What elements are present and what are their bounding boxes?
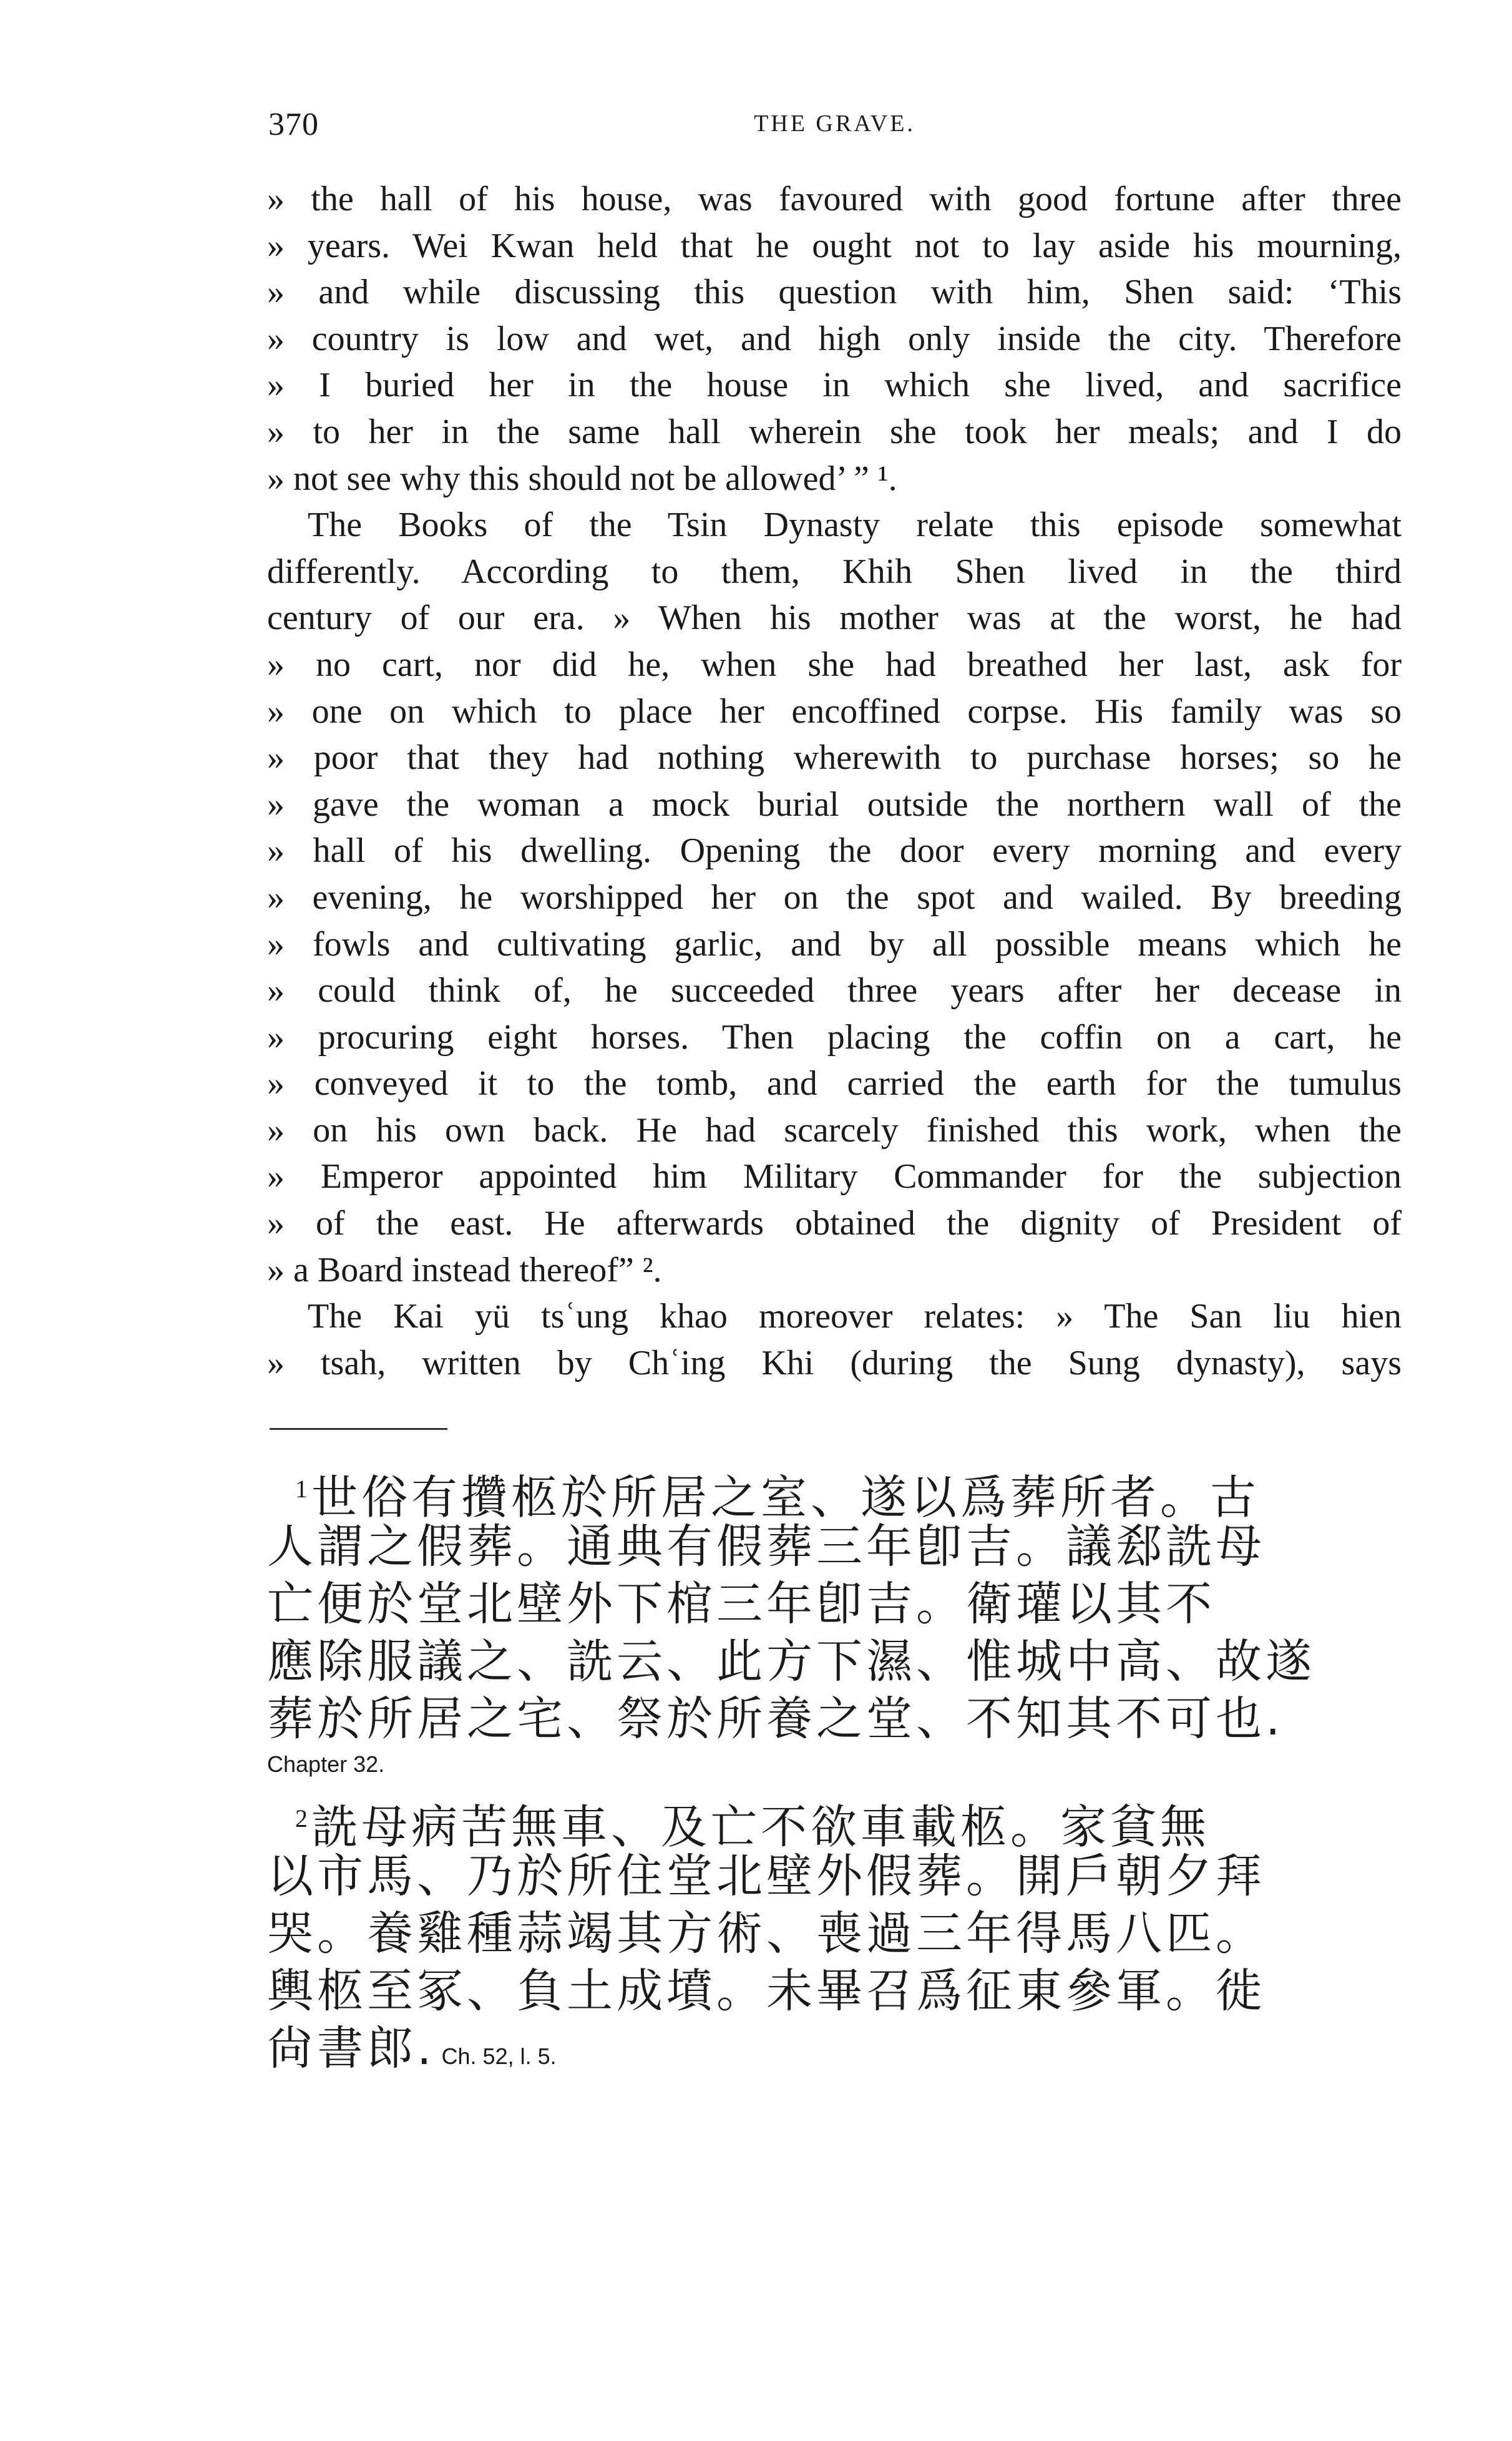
- main-text: [267, 176, 1402, 1386]
- text-line: » of the east. He afterwards obtained the dignity of President of: [267, 1204, 1402, 1243]
- footnotes: [267, 1460, 1409, 2077]
- text-line: » gave the woman a mock burial outside the northern wall of the: [267, 785, 1402, 824]
- footnote-2-reference: Ch. 52, l. 5.: [441, 2043, 557, 2069]
- footnote-1-line: 人謂之假葬。通典有假葬三年卽吉。議郄詵母: [267, 1520, 1266, 1573]
- footnote-1-line: 亡便於堂北壁外下棺三年卽吉。衛瓘以其不: [267, 1577, 1216, 1631]
- footnote-2-line: [267, 1790, 1409, 1854]
- text-line: differently. According to them, Khih Shen lived in the third: [267, 552, 1402, 591]
- text-line: » the hall of his house, was favoured with good fortune after three: [267, 180, 1402, 218]
- text-line: » country is low and wet, and high only inside the city. Therefore: [267, 319, 1402, 358]
- footnote-2-line: 輿柩至冢、負土成墳。未畢召爲征東參軍。徙: [267, 1964, 1266, 2018]
- footnote-divider: [270, 1428, 447, 1430]
- text-line: » poor that they had nothing wherewith to purchase horses; so he: [267, 738, 1402, 778]
- text-line: » to her in the same hall wherein she took her meals; and I do: [267, 412, 1402, 451]
- footnote-2-text: 尙書郎.: [267, 2022, 436, 2075]
- text-line: » a Board instead thereof” ².: [267, 1250, 662, 1289]
- text-line: » not see why this should not be allowed’ ” ¹.: [267, 459, 897, 498]
- text-line: » fowls and cultivating garlic, and by all possible means which he: [267, 924, 1402, 964]
- footnote-1-reference: Chapter 32.: [267, 1751, 385, 1777]
- text-line: » Emperor appointed him Military Commander for the subjection: [267, 1157, 1402, 1196]
- page-header: [268, 106, 1401, 150]
- page-number: 370: [268, 107, 319, 142]
- text-line: » procuring eight horses. Then placing the coffin on a cart, he: [267, 1017, 1402, 1057]
- footnote-2-text: 詵母病苦無車、及亡不欲車載柩。家貧無: [311, 1800, 1210, 1854]
- text-line: century of our era. » When his mother was at the worst, he had: [267, 599, 1402, 638]
- footnote-1-text: 世俗有攢柩於所居之室、遂以爲葬所者。古: [311, 1470, 1260, 1525]
- text-line: » hall of his dwelling. Opening the door every morning and every: [267, 831, 1402, 871]
- text-line: The Books of the Tsin Dynasty relate this episode somewhat: [308, 506, 1402, 545]
- footnote-2-line: 哭。養雞種蒜竭其方術、喪過三年得馬八匹。: [267, 1907, 1266, 1960]
- text-line: » years. Wei Kwan held that he ought not to lay aside his mourning,: [267, 226, 1402, 265]
- footnote-1-number: 1: [295, 1475, 308, 1503]
- footnote-2-line: 以市馬、乃於所住堂北壁外假葬。開戶朝夕拜: [267, 1849, 1266, 1903]
- text-line: » on his own back. He had scarcely finished this work, when the: [267, 1110, 1402, 1150]
- text-line: » I buried her in the house in which she lived, and sacrifice: [267, 366, 1402, 405]
- text-line: » tsah, written by Chʿing Khi (during the Sung dynasty), says: [267, 1343, 1402, 1382]
- text-line: » no cart, nor did he, when she had breathed her last, ask for: [267, 645, 1402, 684]
- running-title: THE GRAVE.: [754, 110, 915, 137]
- footnote-1-line: 葬於所居之宅、祭於所養之堂、不知其不可也.: [267, 1692, 1284, 1746]
- footnote-2-line: [267, 2020, 1409, 2077]
- footnote-1-line: [267, 1460, 1409, 1525]
- text-line: » evening, he worshipped her on the spot and wailed. By breeding: [267, 878, 1402, 917]
- text-line: » one on which to place her encoffined corpse. His family was so: [267, 692, 1402, 731]
- text-line: » and while discussing this question with him, Shen said: ‘This: [267, 273, 1402, 312]
- footnote-2-number: 2: [295, 1804, 308, 1832]
- footnote-1-line: 應除服議之、詵云、此方下濕、惟城中高、故遂: [267, 1635, 1315, 1688]
- text-line: » could think of, he succeeded three years after her decease in: [267, 971, 1402, 1010]
- text-line: » conveyed it to the tomb, and carried the earth for the tumulus: [267, 1064, 1402, 1103]
- text-line: The Kai yü tsʿung khao moreover relates: » The San liu hien: [308, 1297, 1402, 1336]
